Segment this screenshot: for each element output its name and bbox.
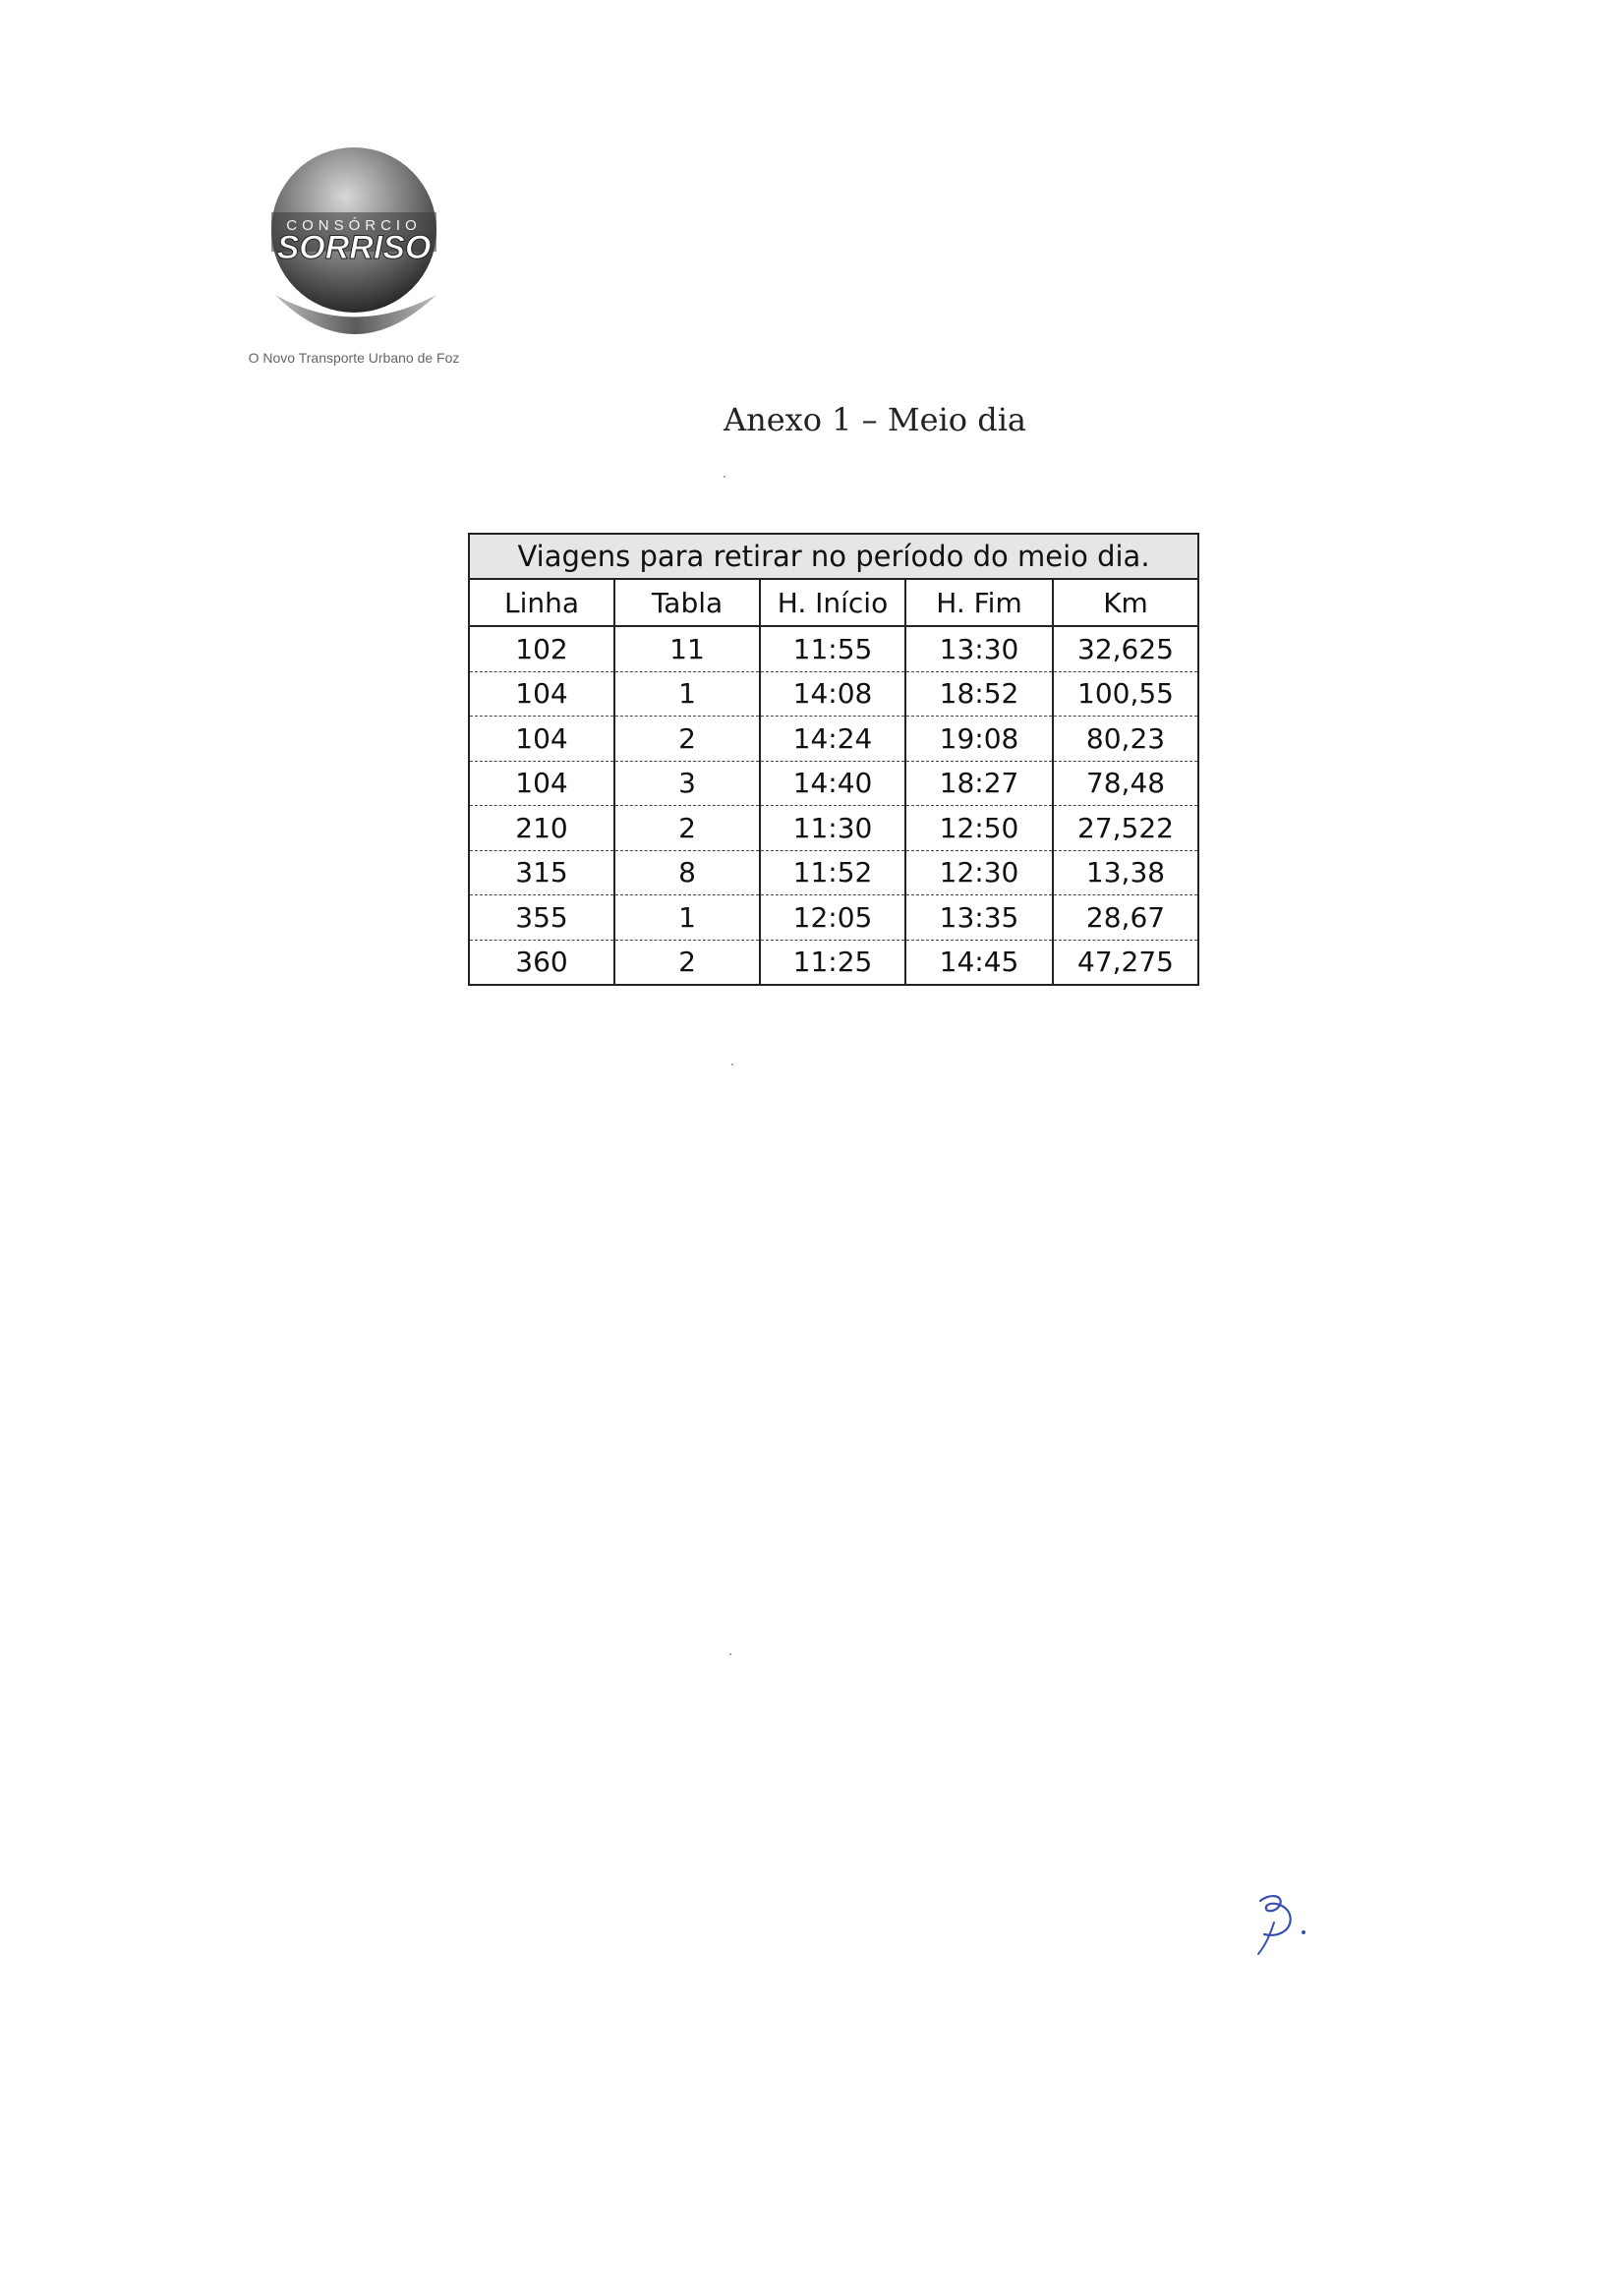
cell-tabla: 2 — [614, 806, 760, 851]
cell-km: 28,67 — [1053, 895, 1198, 941]
cell-inicio: 11:30 — [760, 806, 905, 851]
cell-tabla: 3 — [614, 761, 760, 806]
cell-linha: 104 — [469, 717, 614, 762]
table-row — [469, 850, 1198, 895]
cell-km: 80,23 — [1053, 717, 1198, 762]
cell-tabla: 1 — [614, 895, 760, 941]
cell-linha: 315 — [469, 850, 614, 895]
cell-inicio: 11:52 — [760, 850, 905, 895]
midday-trips-table — [468, 533, 1199, 986]
cell-inicio: 14:24 — [760, 717, 905, 762]
cell-inicio: 12:05 — [760, 895, 905, 941]
cell-km: 78,48 — [1053, 761, 1198, 806]
handwritten-signature — [1241, 1883, 1329, 1962]
cell-inicio: 11:25 — [760, 940, 905, 985]
cell-km: 13,38 — [1053, 850, 1198, 895]
cell-inicio: 14:40 — [760, 761, 905, 806]
table-caption: Viagens para retirar no período do meio dia. — [469, 534, 1198, 579]
table-row — [469, 806, 1198, 851]
column-header-linha: Linha — [469, 579, 614, 626]
cell-tabla: 2 — [614, 940, 760, 985]
cell-km: 27,522 — [1053, 806, 1198, 851]
cell-fim: 18:52 — [905, 671, 1053, 717]
cell-fim: 12:50 — [905, 806, 1053, 851]
scan-speck — [724, 476, 725, 478]
page-title: Anexo 1 – Meio dia — [723, 401, 1026, 438]
cell-linha: 104 — [469, 761, 614, 806]
table-row — [469, 761, 1198, 806]
cell-km: 32,625 — [1053, 626, 1198, 671]
table-row — [469, 717, 1198, 762]
cell-tabla: 8 — [614, 850, 760, 895]
cell-linha: 104 — [469, 671, 614, 717]
column-header-fim: H. Fim — [905, 579, 1053, 626]
table-header-row — [469, 579, 1198, 626]
table-row — [469, 895, 1198, 941]
cell-linha: 355 — [469, 895, 614, 941]
table-row — [469, 671, 1198, 717]
column-header-km: Km — [1053, 579, 1198, 626]
logo-tagline: O Novo Transporte Urbano de Foz — [248, 350, 460, 366]
logo-brand-text: SORRISO — [276, 229, 432, 266]
cell-fim: 18:27 — [905, 761, 1053, 806]
logo-top-text: CONSÓRCIO — [286, 217, 422, 234]
cell-fim: 13:30 — [905, 626, 1053, 671]
column-header-inicio: H. Início — [760, 579, 905, 626]
table-row — [469, 626, 1198, 671]
cell-fim: 14:45 — [905, 940, 1053, 985]
cell-km: 47,275 — [1053, 940, 1198, 985]
cell-inicio: 11:55 — [760, 626, 905, 671]
cell-linha: 210 — [469, 806, 614, 851]
table-caption-row — [469, 534, 1198, 579]
cell-fim: 19:08 — [905, 717, 1053, 762]
cell-tabla: 1 — [614, 671, 760, 717]
column-header-tabla: Tabla — [614, 579, 760, 626]
cell-km: 100,55 — [1053, 671, 1198, 717]
cell-tabla: 2 — [614, 717, 760, 762]
consorcio-sorriso-logo — [236, 147, 472, 373]
scan-speck — [729, 1653, 731, 1655]
scan-speck — [731, 1063, 733, 1065]
cell-linha: 360 — [469, 940, 614, 985]
cell-tabla: 11 — [614, 626, 760, 671]
cell-inicio: 14:08 — [760, 671, 905, 717]
logo-emblem-icon — [236, 147, 472, 349]
signature-mark-icon — [1241, 1883, 1329, 1962]
cell-linha: 102 — [469, 626, 614, 671]
cell-fim: 12:30 — [905, 850, 1053, 895]
table-row — [469, 940, 1198, 985]
cell-fim: 13:35 — [905, 895, 1053, 941]
